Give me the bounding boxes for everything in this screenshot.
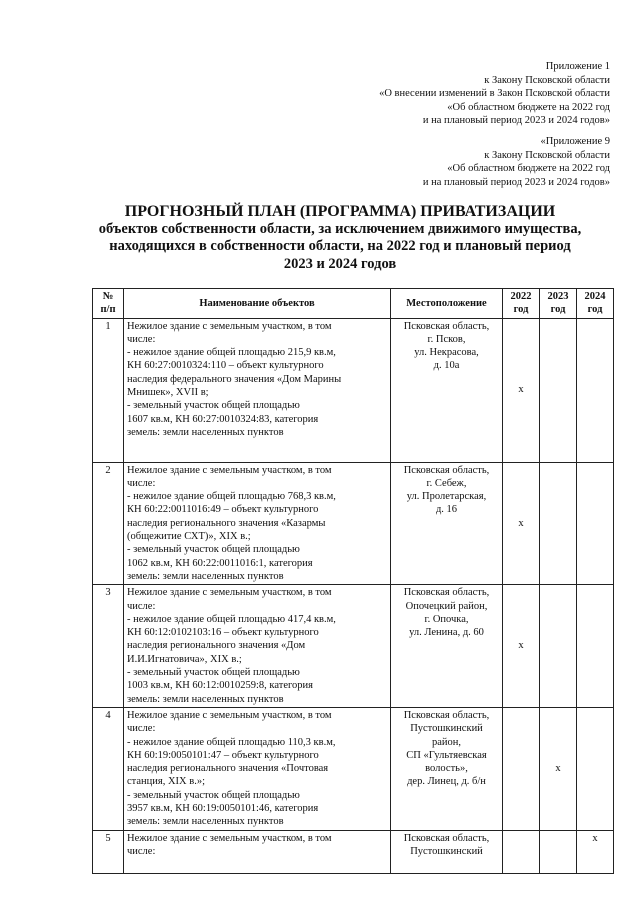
name-line: - нежилое здание общей площадью 215,9 кв.м, (127, 347, 336, 359)
privatization-table (92, 288, 614, 874)
year-2023-mark (540, 462, 577, 585)
year-2024-mark (577, 462, 614, 585)
location-line: район, (431, 736, 462, 748)
table-row (93, 707, 614, 830)
header-num-line: п/п (100, 304, 116, 316)
name-line: наследия регионального значения «Почтовая (127, 763, 329, 775)
name-line: КН 60:27:0010324:110 – объект культурного (127, 360, 324, 372)
name-line: - нежилое здание общей площадью 768,3 кв.м, (127, 491, 336, 503)
header-line: «Об областном бюджете на 2022 год (447, 163, 610, 174)
location-line: Псковская область, (403, 464, 490, 476)
year-2022-mark: х (503, 585, 540, 708)
row-number: 2 (93, 462, 124, 585)
location-line: г. Опочка, (424, 613, 469, 625)
name-line: Нежилое здание с земельным участком, в том (127, 464, 332, 476)
object-name (124, 830, 391, 873)
location-line: г. Псков, (427, 333, 466, 345)
location-line: Опочецкий район, (405, 600, 488, 612)
header-location: Местоположение (391, 289, 503, 319)
name-line: КН 60:19:0050101:47 – объект культурного (127, 749, 319, 761)
row-number: 5 (93, 830, 124, 873)
appendix-1-header (379, 60, 610, 128)
year-2022-mark: х (503, 462, 540, 585)
object-location (391, 318, 503, 462)
location-line: ул. Некрасова, (414, 347, 479, 359)
name-line: 1607 кв.м, КН 60:27:0010324:83, категория (127, 413, 319, 425)
name-line: - земельный участок общей площадью (127, 667, 300, 679)
title-line: 2023 и 2024 годов (283, 255, 397, 272)
object-name (124, 462, 391, 585)
name-line: числе: (127, 723, 156, 735)
header-year-line: 2024 (584, 291, 606, 302)
title-line: находящихся в собственности области, на 2022 год и плановый период (109, 238, 571, 254)
header-num-line: № (102, 291, 114, 302)
row-number: 4 (93, 707, 124, 830)
object-name (124, 318, 391, 462)
name-line: Нежилое здание с земельным участком, в том (127, 832, 332, 844)
location-line: СП «Гультяевская (406, 749, 487, 761)
header-year-line: 2022 (510, 291, 532, 302)
header-2022 (503, 289, 540, 319)
header-line: и на плановый период 2023 и 2024 годов» (422, 115, 610, 126)
table-row (93, 585, 614, 708)
name-line: Нежилое здание с земельным участком, в том (127, 709, 332, 721)
document-title (40, 203, 640, 273)
year-2023-mark (540, 585, 577, 708)
year-2024-mark (577, 585, 614, 708)
location-line: Псковская область, (403, 320, 490, 332)
header-year-line: 2023 (547, 291, 569, 302)
location-line: д. 16 (435, 504, 458, 516)
name-line: наследия регионального значения «Дом (127, 640, 306, 652)
name-line: Нежилое здание с земельным участком, в том (127, 587, 332, 599)
table-header-row (93, 289, 614, 319)
header-num (93, 289, 124, 319)
header-line: к Закону Псковской области (484, 149, 610, 161)
header-year-line: год (550, 304, 566, 316)
table-row (93, 830, 614, 873)
row-number: 1 (93, 318, 124, 462)
location-line: дер. Линец, д. б/н (407, 776, 486, 788)
object-location (391, 585, 503, 708)
year-2023-mark (540, 830, 577, 873)
year-2022-mark (503, 830, 540, 873)
header-2024 (577, 289, 614, 319)
header-year-line: год (513, 304, 529, 316)
object-location (391, 707, 503, 830)
name-line: - земельный участок общей площадью (127, 544, 300, 556)
object-name (124, 707, 391, 830)
location-line: д. 10а (433, 360, 460, 372)
name-line: 1003 кв.м, КН 60:12:0010259:8, категория (127, 680, 313, 692)
name-line: числе: (127, 477, 156, 489)
name-line: Мнишек», XVII в; (127, 387, 209, 399)
name-line: - земельный участок общей площадью (127, 400, 300, 412)
name-line: КН 60:12:0102103:16 – объект культурного (127, 627, 319, 639)
name-line: земель: земли населенных пунктов (127, 693, 284, 705)
object-name (124, 585, 391, 708)
name-line: станция, XIX в.»; (127, 776, 206, 788)
name-line: числе: (127, 333, 156, 345)
header-line: Приложение 1 (545, 61, 610, 72)
name-line: наследия регионального значения «Казармы (127, 517, 326, 529)
year-2024-mark: х (577, 830, 614, 873)
location-line: ул. Ленина, д. 60 (409, 627, 484, 639)
location-line: Псковская область, (403, 832, 490, 844)
object-location (391, 462, 503, 585)
year-2023-mark (540, 318, 577, 462)
header-2023 (540, 289, 577, 319)
name-line: земель: земли населенных пунктов (127, 570, 284, 582)
year-2023-mark: х (540, 707, 577, 830)
year-2024-mark (577, 707, 614, 830)
name-line: земель: земли населенных пунктов (127, 816, 284, 828)
location-line: Пустошкинский (410, 723, 483, 735)
location-line: г. Себеж, (426, 477, 467, 489)
header-line: «Приложение 9 (540, 136, 610, 147)
name-line: Нежилое здание с земельным участком, в том (127, 320, 332, 332)
name-line: И.И.Игнатовича», XIX в.; (127, 653, 242, 665)
location-line: Пустошкинский (410, 845, 483, 857)
name-line: 3957 кв.м, КН 60:19:0050101:46, категория (127, 803, 319, 815)
table-row (93, 462, 614, 585)
year-2022-mark (503, 707, 540, 830)
appendix-9-header (423, 135, 610, 189)
header-line: «О внесении изменений в Закон Псковской области (379, 88, 610, 99)
name-line: числе: (127, 845, 156, 857)
name-line: КН 60:22:0011016:49 – объект культурного (127, 504, 319, 516)
header-name: Наименование объектов (124, 289, 391, 319)
table-row (93, 318, 614, 462)
object-location (391, 830, 503, 873)
name-line: - земельный участок общей площадью (127, 789, 300, 801)
header-year-line: год (587, 304, 603, 316)
name-line: - нежилое здание общей площадью 110,3 кв.м, (127, 736, 336, 748)
name-line: наследия федерального значения «Дом Марины (127, 373, 342, 385)
header-line: «Об областном бюджете на 2022 год (447, 101, 610, 113)
name-line: (общежитие СХТ)», XIX в.; (127, 531, 251, 543)
name-line: 1062 кв.м, КН 60:22:0011016:1, категория (127, 557, 313, 569)
header-line: к Закону Псковской области (484, 74, 610, 86)
header-line: и на плановый период 2023 и 2024 годов» (422, 176, 610, 188)
title-line: объектов собственности области, за исключением движимого имущества, (98, 220, 582, 237)
location-line: ул. Пролетарская, (406, 491, 487, 503)
name-line: числе: (127, 600, 156, 612)
title-line: ПРОГНОЗНЫЙ ПЛАН (ПРОГРАММА) ПРИВАТИЗАЦИИ (124, 203, 556, 220)
name-line: земель: земли населенных пунктов (127, 426, 284, 438)
location-line: волость», (425, 763, 468, 775)
year-2022-mark: х (503, 318, 540, 462)
row-number: 3 (93, 585, 124, 708)
year-2024-mark (577, 318, 614, 462)
location-line: Псковская область, (403, 587, 490, 599)
location-line: Псковская область, (403, 709, 490, 721)
name-line: - нежилое здание общей площадью 417,4 кв.м, (127, 613, 336, 625)
